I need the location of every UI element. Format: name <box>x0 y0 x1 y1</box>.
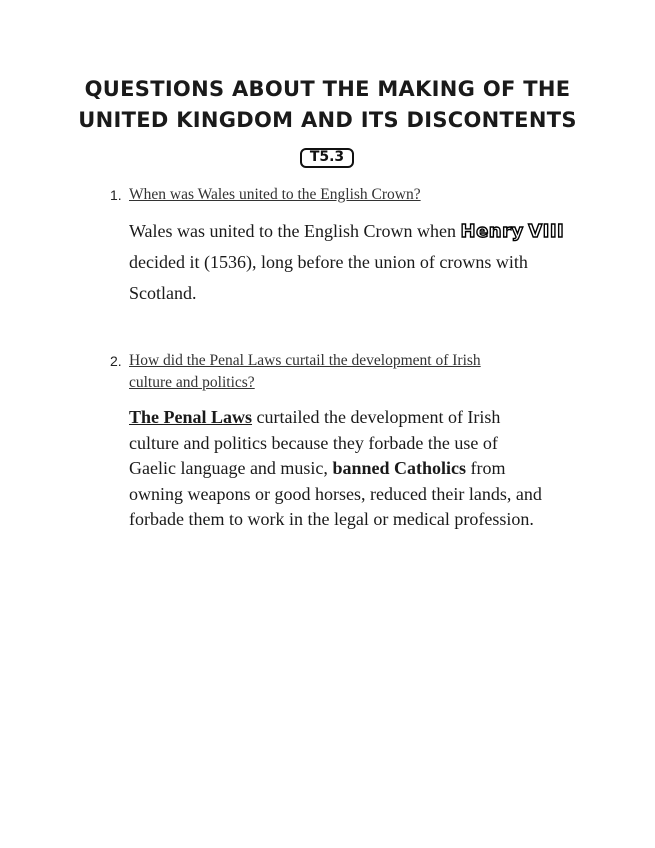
page-title <box>0 74 655 136</box>
question-2 <box>129 350 549 394</box>
answer-2 <box>129 405 549 533</box>
answer-1-highlight-henry: Henry <box>460 221 524 242</box>
question-number-2: 2. <box>110 353 122 369</box>
title-line-2: UNITED KINGDOM AND ITS DISCONTENTS <box>78 108 577 132</box>
answer-1 <box>129 216 569 309</box>
answer-2-bold: banned Catholics <box>332 458 466 478</box>
question-1: When was Wales united to the English Crown? <box>129 186 421 203</box>
answer-1-text-b: decided it (1536), long before the union of crowns with Scotland. <box>129 252 528 303</box>
question-2-line-2: culture and politics? <box>129 374 255 391</box>
answer-1-highlight-viii: VIII <box>528 221 565 242</box>
title-line-1: QUESTIONS ABOUT THE MAKING OF THE <box>84 77 571 101</box>
answer-1-text-a: Wales was united to the English Crown when <box>129 221 461 241</box>
question-2-line-1: How did the Penal Laws curtail the development of Irish <box>129 352 481 369</box>
answer-2-text-b: from owning weapons or good horses, reduced their lands, and forbade them to work in the legal or medical profession. <box>129 458 542 529</box>
answer-2-term: The Penal Laws <box>129 407 253 427</box>
answer-2-text-a: curtailed the development of Irish culture and politics because they forbade the use of Gaelic language and music, <box>129 407 501 478</box>
question-number-1: 1. <box>110 187 122 203</box>
unit-badge: T5.3 <box>300 148 354 168</box>
